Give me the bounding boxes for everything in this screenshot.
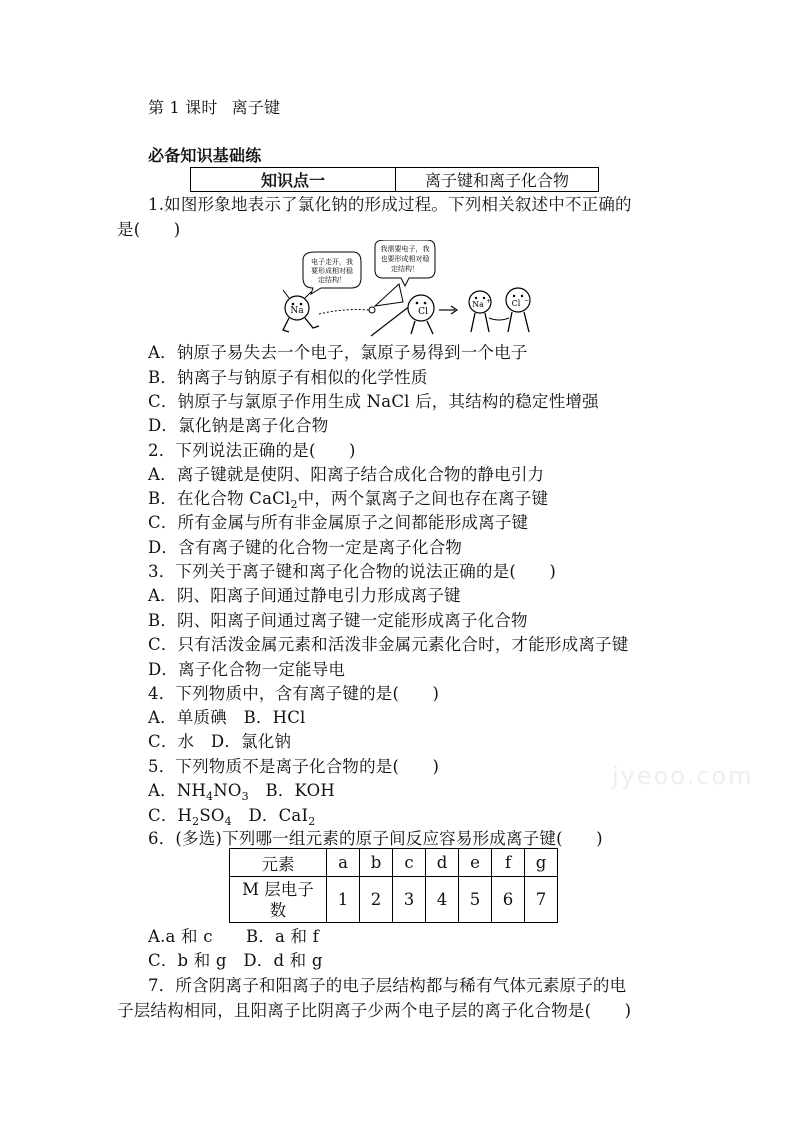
table-value-cell: 4 (426, 877, 459, 923)
bubble-right-line1: 我需要电子，我 (380, 245, 430, 253)
lesson-topic: 离子键 (231, 98, 281, 117)
na-ion-label: Na (472, 300, 484, 309)
q1-stem-line2: 是( ) (117, 220, 181, 239)
lesson-title (148, 97, 280, 119)
q3-stem: 3．下列关于离子键和离子化合物的说法正确的是( ) (148, 562, 557, 581)
q1-option-c: C．钠原子与氯原子作用生成 NaCl 后，其结构的稳定性增强 (148, 392, 599, 411)
bubble-left-line1: 电子走开，我 (311, 258, 353, 266)
knowledge-point-title: 离子键和离子化合物 (396, 168, 599, 192)
table-header-label: 元素 (230, 849, 327, 877)
q1-option-d: D．氯化钠是离子化合物 (148, 416, 329, 435)
q3-option-a: A．阴、阳离子间通过静电引力形成离子键 (148, 586, 461, 605)
knowledge-point-table (190, 167, 599, 192)
table-value-cell: 7 (525, 877, 558, 923)
table-value-cell: 5 (459, 877, 492, 923)
chlorine-atom-figure (371, 284, 434, 336)
table-element-cell: a (327, 849, 360, 877)
sodium-atom-figure (283, 290, 319, 332)
q5-options-cd: C．$H_2SO_4$ D．CaI$_2$ (148, 806, 316, 828)
q3-option-b: B．阴、阳离子间通过离子键一定能形成离子化合物 (148, 611, 528, 630)
table-value-cell: 1 (327, 877, 360, 923)
q6-options-ab: A.a 和 c B．a 和 f (148, 927, 319, 946)
na-atom-label: Na (290, 306, 304, 316)
q3-option-d: D．离子化合物一定能导电 (148, 660, 346, 679)
table-value-cell: 3 (393, 877, 426, 923)
q6-options-cd: C．b 和 g D．d 和 g (148, 951, 323, 970)
table-element-cell: d (426, 849, 459, 877)
q7-stem-line1: 7．所含阴离子和阳离子的电子层结构都与稀有气体元素原子的电 (148, 976, 627, 995)
cl-atom-label: Cl (418, 307, 428, 317)
bubble-right-line2: 也要形成相对稳 (380, 255, 430, 263)
watermark: jyeoo.com (612, 762, 754, 790)
nacl-formation-illustration (275, 240, 547, 338)
section-heading: 必备知识基础练 (148, 146, 262, 165)
table-element-cell: b (360, 849, 393, 877)
lesson-number: 第 1 课时 (148, 98, 218, 117)
q7-stem-line2: 子层结构相同，且阳离子比阴离子少两个电子层的离子化合物是( ) (117, 1001, 632, 1020)
q5-stem: 5．下列物质不是离子化合物的是( ) (148, 757, 440, 776)
q1-option-b: B．钠离子与钠原子有相似的化学性质 (148, 368, 428, 387)
q2-option-b: B．在化合物 CaCl$_2$中，两个氯离子之间也存在离子键 (148, 489, 549, 511)
table-value-cell: 6 (492, 877, 525, 923)
q4-options-cd: C．水 D．氯化钠 (148, 732, 292, 751)
bubble-left-line2: 要形成相对稳 (311, 267, 353, 275)
table-row-label: M 层电子 数 (230, 877, 327, 923)
q5-options-ab: A．$NH_4NO_3$ B．KOH (148, 781, 335, 803)
table-element-cell: e (459, 849, 492, 877)
q2-stem: 2．下列说法正确的是( ) (148, 441, 356, 460)
q3-option-c: C．只有活泼金属元素和活泼非金属元素化合时，才能形成离子键 (148, 635, 629, 654)
bubble-left-line3: 定结构！ (318, 276, 346, 284)
chloride-ion-figure (506, 288, 530, 332)
bubble-right-line3: 定结构！ (391, 265, 419, 273)
table-element-cell: f (492, 849, 525, 877)
knowledge-point-label: 知识点一 (191, 168, 396, 192)
q1-option-a: A．钠原子易失去一个电子，氯原子易得到一个电子 (148, 343, 528, 362)
q2-option-a: A．离子键就是使阴、阳离子结合成化合物的静电引力 (148, 465, 545, 484)
q2-option-d: D．含有离子键的化合物一定是离子化合物 (148, 538, 463, 557)
cl-ion-label: Cl (511, 299, 521, 308)
na-ion-charge: + (486, 298, 492, 305)
q1-stem-line1: 1.如图形象地表示了氯化钠的形成过程。下列相关叙述中不正确的 (148, 195, 632, 214)
q4-stem: 4．下列物质中，含有离子键的是( ) (148, 684, 440, 703)
q6-stem: 6．(多选)下列哪一组元素的原子间反应容易形成离子键( ) (148, 829, 603, 848)
table-value-cell: 2 (360, 877, 393, 923)
cl-ion-charge: − (524, 297, 530, 304)
electron-shell-table (229, 848, 558, 923)
q4-options-ab: A．单质碘 B．HCl (148, 708, 306, 727)
table-element-cell: c (393, 849, 426, 877)
sodium-ion-figure (469, 291, 491, 332)
q2-option-c: C．所有金属与所有非金属原子之间都能形成离子键 (148, 513, 529, 532)
table-element-cell: g (525, 849, 558, 877)
